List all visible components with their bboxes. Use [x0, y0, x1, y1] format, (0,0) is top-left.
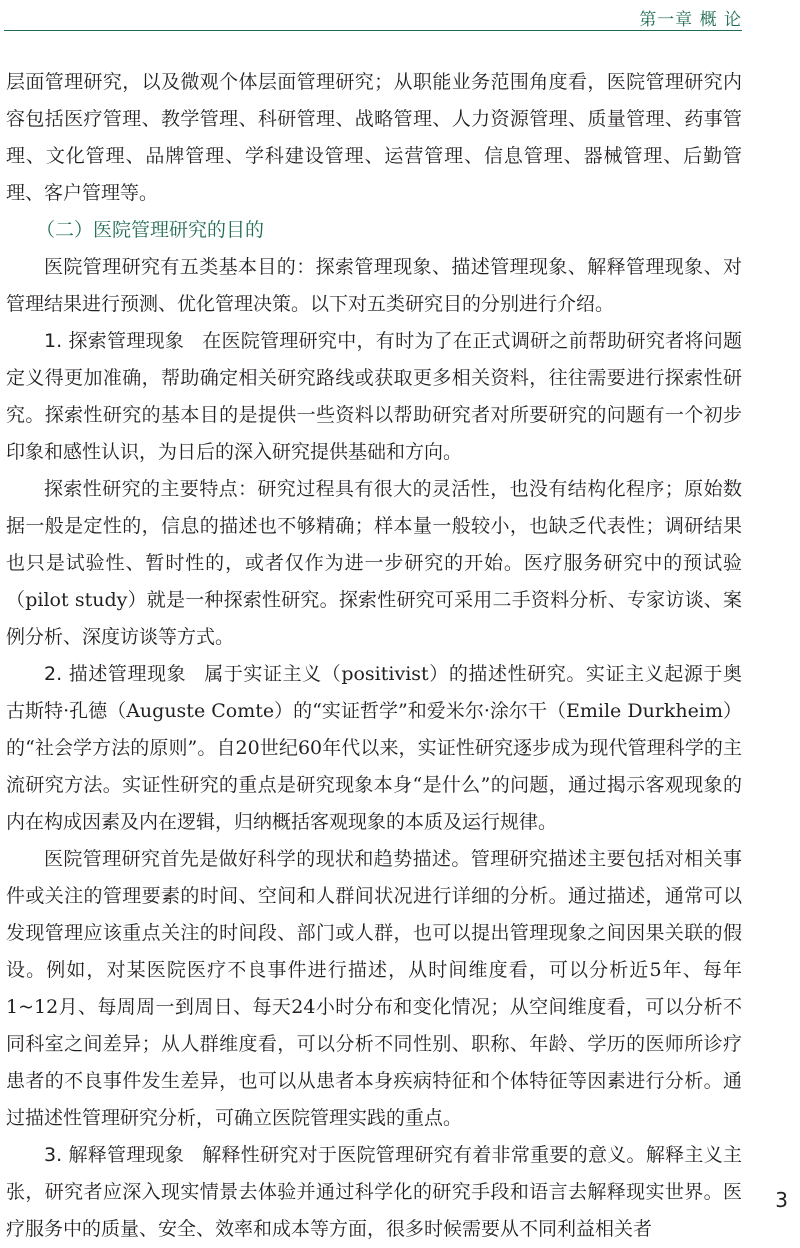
- paragraph-describe-intro: [6, 656, 742, 841]
- chapter-title: 第一章 概 论: [639, 10, 742, 30]
- paragraph-intro: 层面管理研究，以及微观个体层面管理研究；从职能业务范围角度看，医院管理研究内容包括医疗管理、教学管理、科研管理、战略管理、人力资源管理、质量管理、药事管理、文化管理、品牌管理、学科建设管理、运营管理、信息管理、器械管理、后勤管理、客户管理等。: [6, 71, 742, 204]
- paragraph-explain: [6, 1137, 742, 1248]
- subheading-describe: 2. 描述管理现象: [44, 663, 187, 685]
- paragraph-explore: [6, 323, 742, 471]
- explain-text: 解释性研究对于医院管理研究有着非常重要的意义。解释主义主张，研究者应深入现实情景去体验并通过科学化的研究手段和语言去解释现实世界。医疗服务中的质量、安全、效率和成本等方面，很多时候需要从不同利益相关者: [6, 1144, 742, 1240]
- paragraph-explore-features: 探索性研究的主要特点：研究过程具有很大的灵活性，也没有结构化程序；原始数据一般是定性的，信息的描述也不够精确；样本量一般较小，也缺乏代表性；调研结果也只是试验性、暂时性的，或者仅作为进一步研究的开始。医疗服务研究中的预试验（pilot study）就是一种探索性研究。探索性研究可采用二手资料分析、专家访谈、案例分析、深度访谈等方式。: [6, 478, 742, 648]
- header-rule: [4, 30, 742, 31]
- subheading-explain: 3. 解释管理现象: [44, 1144, 185, 1166]
- page-body: [6, 64, 742, 1248]
- section-heading: （二）医院管理研究的目的: [36, 219, 265, 241]
- describe-text: 属于实证主义（positivist）的描述性研究。实证主义起源于奥古斯特·孔德（Auguste Comte）的“实证哲学”和爱米尔·涂尔干（Emile Durkheim）的“社会学方法的原则”。自20世纪60年代以来，实证性研究逐步成为现代管理科学的主流研究方法。实证性研究的重点是研究现象本身“是什么”的问题，通过揭示客观现象的内在构成因素及内在逻辑，归纳概括客观现象的本质及运行规律。: [6, 663, 742, 833]
- explore-text: 在医院管理研究中，有时为了在正式调研之前帮助研究者将问题定义得更加准确，帮助确定相关研究路线或获取更多相关资料，往往需要进行探索性研究。探索性研究的基本目的是提供一些资料以帮助研究者对所要研究的问题有一个初步印象和感性认识，为日后的深入研究提供基础和方向。: [6, 330, 742, 463]
- paragraph-describe: 医院管理研究首先是做好科学的现状和趋势描述。管理研究描述主要包括对相关事件或关注的管理要素的时间、空间和人群间状况进行详细的分析。通过描述，通常可以发现管理应该重点关注的时间段、部门或人群，也可以提出管理现象之间因果关联的假设。例如，对某医院医疗不良事件进行描述，从时间维度看，可以分析近5年、每年1~12月、每周周一到周日、每天24小时分布和变化情况；从空间维度看，可以分析不同科室之间差异；从人群维度看，可以分析不同性别、职称、年龄、学历的医师所诊疗患者的不良事件发生差异，也可以从患者本身疾病特征和个体特征等因素进行分析。通过描述性管理研究分析，可确立医院管理实践的重点。: [6, 848, 742, 1129]
- page-number: 3: [775, 1188, 788, 1212]
- running-header: [0, 0, 800, 34]
- subheading-explore: 1. 探索管理现象: [44, 330, 185, 352]
- paragraph-purpose: 医院管理研究有五类基本目的：探索管理现象、描述管理现象、解释管理现象、对管理结果进行预测、优化管理决策。以下对五类研究目的分别进行介绍。: [6, 256, 742, 315]
